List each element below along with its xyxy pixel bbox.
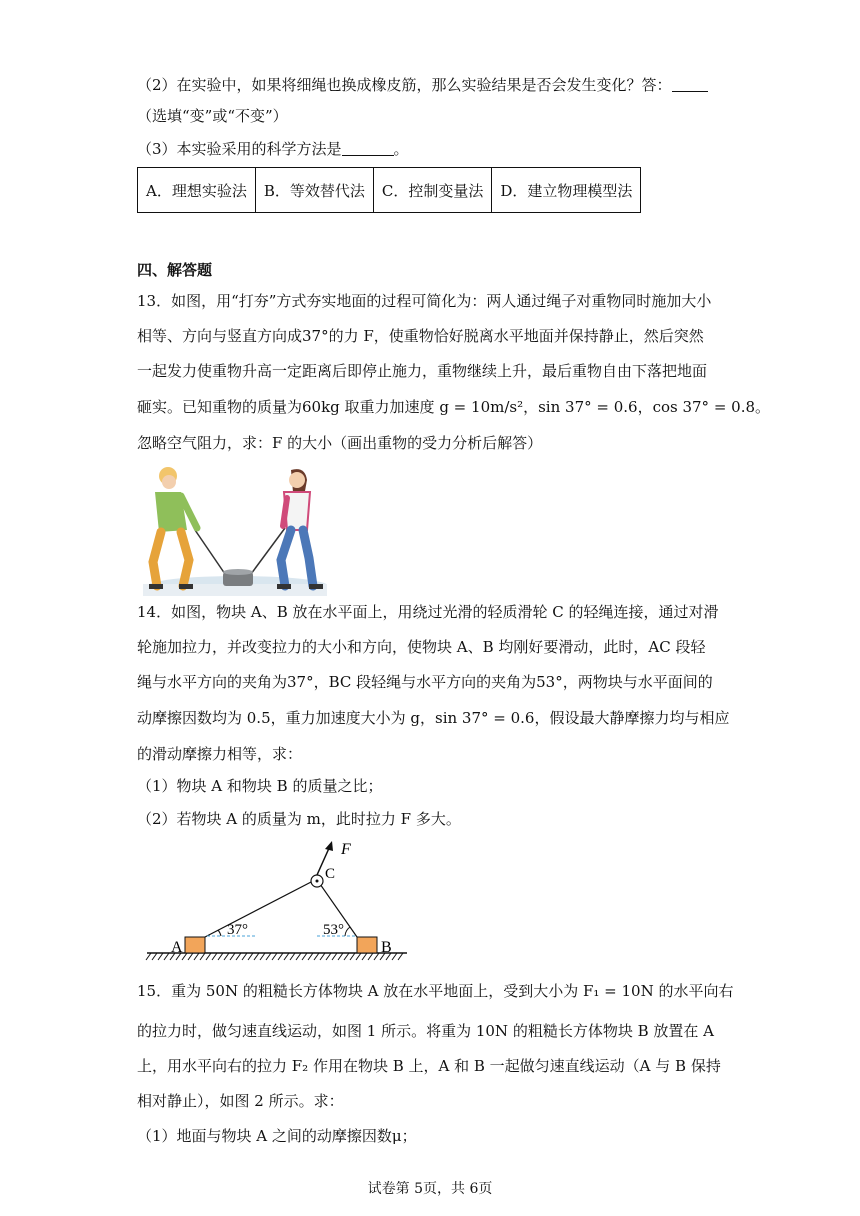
q12-part3 [137, 138, 409, 160]
ground-hatching [146, 953, 403, 960]
q15-line: 15．重为 50N 的粗糙长方体物块 A 放在水平地面上，受到大小为 F₁ = 10N 的水平向右 [137, 982, 734, 1000]
options-table [137, 167, 641, 213]
option-b[interactable]: B．等效替代法 [255, 168, 373, 213]
hatch-mark [344, 953, 349, 960]
hatch-mark [266, 953, 271, 960]
angle-arc-b [345, 927, 350, 936]
q15-subquestion: （1）地面与物块 A 之间的动摩擦因数μ； [137, 1127, 417, 1145]
label-f: F [341, 841, 351, 858]
hatch-mark [308, 953, 313, 960]
hatch-mark [326, 953, 331, 960]
hatch-mark [290, 953, 295, 960]
label-b: B [381, 939, 392, 956]
section-title: 四、解答题 [137, 261, 213, 279]
page-footer: 试卷第 5页，共 6页 [367, 1181, 493, 1197]
q14-line: 轮施加拉力，并改变拉力的大小和方向，使物块 A、B 均刚好要滑动，此时，AC 段轻 [137, 638, 706, 656]
hatch-mark [278, 953, 283, 960]
hatch-mark [320, 953, 325, 960]
q13-line: 忽略空气阻力，求：F 的大小（画出重物的受力分析后解答） [137, 434, 543, 452]
hatch-mark [338, 953, 343, 960]
angle-label-b: 53° [323, 922, 344, 938]
hatch-mark [398, 953, 403, 960]
hatch-mark [152, 953, 157, 960]
hatch-mark [368, 953, 373, 960]
q12-part2-line2: （选填“变”或“不变”） [137, 107, 288, 125]
hatch-mark [230, 953, 235, 960]
tamping-illustration [143, 462, 327, 596]
q13-line: 13．如图，用“打夯”方式夯实地面的过程可简化为：两人通过绳子对重物同时施加大小 [137, 292, 712, 310]
q13-line: 相等、方向与竖直方向成37°的力 F，使重物恰好脱离水平地面并保持静止，然后突然 [137, 327, 704, 345]
q14-line: 14．如图，物块 A、B 放在水平面上，用绕过光滑的轻质滑轮 C 的轻绳连接，通过对滑 [137, 603, 719, 621]
hatch-mark [284, 953, 289, 960]
answer-blank[interactable] [342, 139, 394, 156]
hatch-mark [242, 953, 247, 960]
q14-line: 绳与水平方向的夹角为37°，BC 段轻绳与水平方向的夹角为53°，两物块与水平面间的 [137, 673, 713, 691]
hatch-mark [362, 953, 367, 960]
hatch-mark [302, 953, 307, 960]
q15-line: 上，用水平向右的拉力 F₂ 作用在物块 B 上，A 和 B 一起做匀速直线运动（A 与 B 保持 [137, 1057, 721, 1075]
q12-part2-line1 [137, 74, 708, 96]
q15-line: 的拉力时，做匀速直线运动，如图 1 所示。将重为 10N 的粗糙长方体物块 B 放置在 A [137, 1022, 714, 1040]
arrowhead-icon [325, 841, 333, 851]
hatch-mark [146, 953, 151, 960]
hatch-mark [350, 953, 355, 960]
q13-line: 一起发力使重物升高一定距离后即停止施力，重物继续上升，最后重物自由下落把地面 [137, 362, 708, 380]
block-b [357, 937, 377, 953]
hatch-mark [188, 953, 193, 960]
hatch-mark [392, 953, 397, 960]
hatch-mark [158, 953, 163, 960]
hatch-mark [206, 953, 211, 960]
q14-subquestion: （1）物块 A 和物块 B 的质量之比； [137, 777, 383, 795]
q13-line: 砸实。已知重物的质量为60kg 取重力加速度 g = 10m/s²，sin 37° = 0.6，cos 37° = 0.8。 [137, 398, 771, 416]
hatch-mark [260, 953, 265, 960]
q12-part2-text: （2）在实验中，如果将细绳也换成橡皮筋，那么实验结果是否会发生变化？答： [137, 76, 672, 94]
hatch-mark [200, 953, 205, 960]
hatch-mark [236, 953, 241, 960]
option-d[interactable]: D．建立物理模型法 [492, 168, 641, 213]
label-a: A [171, 939, 183, 956]
answer-blank[interactable] [672, 75, 708, 92]
angle-label-a: 37° [227, 922, 248, 938]
q14-line: 的滑动摩擦力相等，求： [137, 745, 303, 763]
hatch-mark [374, 953, 379, 960]
hatch-mark [164, 953, 169, 960]
angle-arc-a [218, 930, 221, 936]
hatch-mark [212, 953, 217, 960]
hatch-mark [194, 953, 199, 960]
hatch-mark [272, 953, 277, 960]
hatch-mark [182, 953, 187, 960]
hatch-mark [332, 953, 337, 960]
q14-subquestion: （2）若物块 A 的质量为 m，此时拉力 F 多大。 [137, 810, 461, 828]
hatch-mark [356, 953, 361, 960]
q14-line: 动摩擦因数均为 0.5，重力加速度大小为 g，sin 37° = 0.6，假设最大静摩擦力均与相应 [137, 709, 730, 727]
label-c: C [325, 866, 336, 882]
q15-line: 相对静止），如图 2 所示。求： [137, 1092, 344, 1110]
block-a [185, 937, 205, 953]
rope-ac [205, 881, 313, 937]
hatch-mark [296, 953, 301, 960]
hatch-mark [314, 953, 319, 960]
hatch-mark [218, 953, 223, 960]
hatch-mark [248, 953, 253, 960]
option-a[interactable]: A．理想实验法 [138, 168, 256, 213]
option-c[interactable]: C．控制变量法 [373, 168, 491, 213]
hatch-mark [254, 953, 259, 960]
hatch-mark [224, 953, 229, 960]
q12-part3-text: （3）本实验采用的科学方法是 [137, 140, 342, 158]
pulley-diagram [145, 836, 410, 966]
q12-part3-suffix: 。 [393, 140, 409, 158]
